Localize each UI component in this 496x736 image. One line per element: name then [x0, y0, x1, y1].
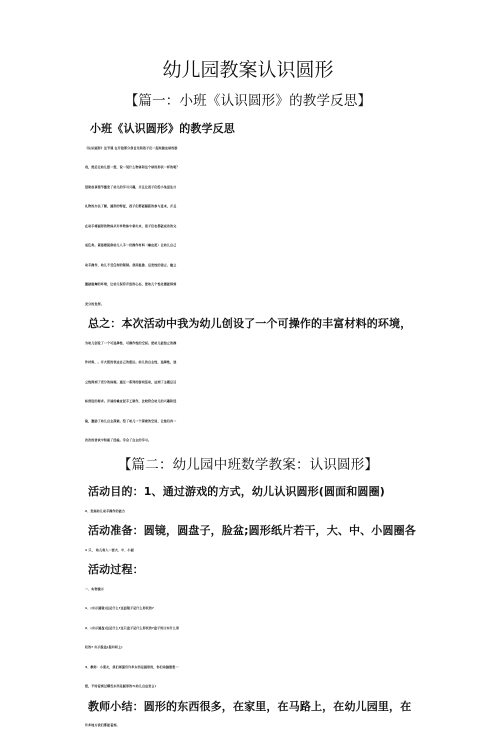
section-1-line: 小班《认识圆形》的教学反思 — [90, 122, 235, 135]
section-2-line: 活动过程： — [88, 563, 144, 576]
section-1-line: 标预设的要求。开展的橡皮泥手工制作，比较符合幼儿的兴趣和经 — [85, 399, 177, 403]
section-2-line: 2、(出示圆盘)这是什么?这只盘子是什么形状的?盘子的口实什么形 — [85, 625, 180, 630]
section-1-line: 验，激励了幼儿自主探索。给了幼儿一个探索的空间，让他们再一 — [85, 418, 177, 423]
section-2-body — [85, 482, 444, 736]
section-1-line: 总之：本次活动中我为幼儿创设了一个可操作的丰富材料的环境， — [88, 317, 412, 330]
section-1-line: 借助故事情节激发了幼儿的学习兴趣，并且让孩子们给小兔送生日 — [85, 184, 177, 189]
section-2-line: 2、发展幼儿动手操作的能力 — [85, 508, 126, 513]
section-1-line: 为幼儿创设了一个可选择性、可操作性的空间。使幼儿能独立的操 — [85, 340, 177, 345]
section-2-line: 教师小结：圆形的东西很多，在家里，在马路上，在幼儿园里，在 — [88, 699, 412, 713]
section-2-line: 3、教师：小朋友，我们周围有许多东西是圆形的，你们动脑筋想一 — [85, 664, 179, 669]
section-2-line: 活动准备：圆镜，圆盘子，脸盆;圆形纸片若干，大、中、小圆圈各 — [88, 524, 416, 537]
section-1-line: 在动手将圆形的物体从许多物体中拿出来，孩子们也都能成功的完 — [85, 223, 177, 228]
section-1-line: 激励鼓舞的环境，让幼儿保持开放的心态，使幼儿个性化潜能得到 — [85, 282, 177, 286]
section-1-line: 礼物的办法了解，圆形的特征，孩子们都能踊跃的参与进来，并且 — [85, 204, 177, 208]
section-1-line: 次次的尝试中积累了经验。学会了自主的学习。 — [85, 438, 152, 442]
section-2-line: 一、实物演示 — [85, 586, 104, 591]
section-1-body — [85, 119, 444, 451]
section-2-line: 许多地方我们都能看到。 — [85, 723, 120, 727]
section-1-line: 《认识圆形》这节课 在开始部分我首先和孩子们一起玩抛皮球的游 — [85, 145, 178, 150]
section-2-line: 状的? 出示脸盆(提问同上) — [85, 645, 123, 649]
section-1-line: 作材料，。并大胆的表达自己的想法。幼儿的自主性，选择性，独 — [85, 360, 177, 364]
section-1-line: 成任务。紧接着提供幼儿人手一份操作材料（橡皮泥）让幼儿自己 — [85, 243, 177, 247]
section-heading-1: 【篇一：小班《认识圆形》的教学反思】 — [124, 93, 372, 109]
section-2-line: 活动目的：1、通过游戏的方式，幼儿认识圆形(圆面和圆圈) — [88, 485, 385, 498]
section-2-line: 1、(出示圆镜)这是什么?这面镜子是什么形状的? — [85, 606, 154, 610]
section-1-line: 立性得到了充分的体现。通过一系列的游戏活动，达到了主题总目 — [85, 379, 177, 384]
document-title: 幼儿园教案认识圆形 — [162, 59, 334, 81]
section-1-line: 戏，然后让幼儿想一想，说一说什么物体和这个球的形状一样的呢？ — [85, 165, 180, 169]
section-2-line: 1 只， 幼儿每人一套大、中、小圆 — [85, 547, 134, 552]
section-1-line: 充分的发挥。 — [85, 301, 104, 306]
section-1-line: 动手操作，幼儿不受任何的限制。我用鼓励、启发性的语言，建立 — [85, 262, 177, 267]
section-2-line: 想，平时看到过哪些东西是圆形的?(幼儿自由发言) — [85, 684, 157, 688]
section-heading-2: 【篇二：幼儿园中班数学教案：认识圆形】 — [117, 457, 379, 473]
